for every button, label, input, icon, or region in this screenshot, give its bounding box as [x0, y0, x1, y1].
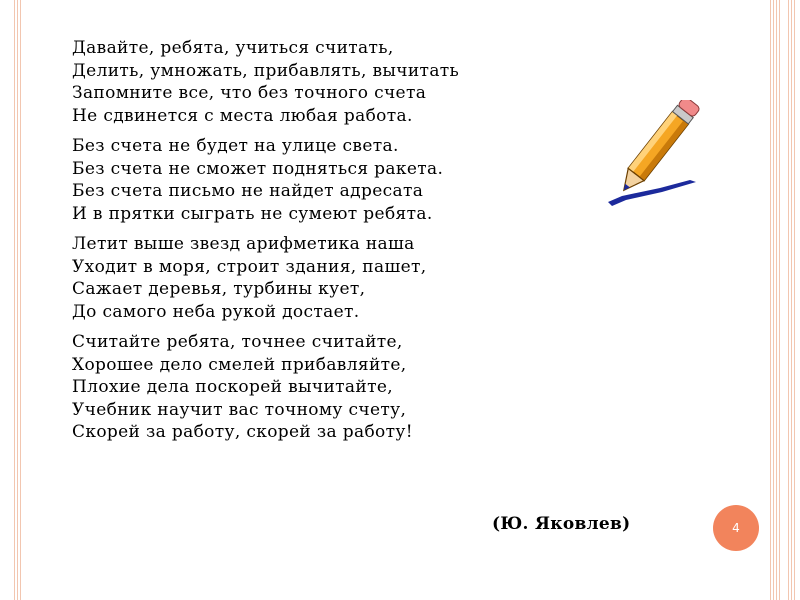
poem-text [72, 37, 592, 452]
poem-line: Без счета не сможет подняться ракета. [72, 158, 444, 179]
decorative-border-right [770, 0, 800, 600]
stanza-1 [72, 37, 592, 127]
poem-line: Хорошее дело смелей прибавляйте, [72, 354, 407, 375]
decorative-border-left [14, 0, 21, 600]
page-number-badge [713, 505, 759, 551]
poem-line: Скорей за работу, скорей за работу! [72, 422, 413, 442]
poem-line: Летит выше звезд арифметика наша [72, 234, 415, 254]
stanza-4 [72, 331, 592, 444]
poem-line: До самого неба рукой достает. [72, 301, 360, 322]
poem-line: Делить, умножать, прибавлять, вычитать [72, 60, 460, 81]
poem-line: Сажает деревья, турбины кует, [72, 279, 366, 299]
pencil-icon [600, 100, 710, 212]
poem-line: Не сдвинется с места любая работа. [72, 105, 413, 126]
poem-line: И в прятки сыграть не сумеют ребята. [72, 203, 433, 224]
poem-line: Без счета письмо не найдет адресата [72, 181, 424, 201]
poem-line: Запомните все, что без точного счета [72, 83, 427, 103]
poem-line: Учебник научит вас точному счету, [72, 399, 407, 420]
poem-line: Без счета не будет на улице света. [72, 136, 399, 156]
poem-line: Уходит в моря, строит здания, пашет, [72, 256, 427, 277]
page-number: 4 [732, 521, 740, 535]
author-signature: (Ю. Яковлев) [492, 514, 631, 534]
poem-line: Считайте ребята, точнее считайте, [72, 332, 403, 352]
poem-line: Плохие дела поскорей вычитайте, [72, 377, 393, 397]
stanza-3 [72, 233, 592, 323]
stanza-2 [72, 135, 592, 225]
poem-line: Давайте, ребята, учиться считать, [72, 38, 394, 58]
